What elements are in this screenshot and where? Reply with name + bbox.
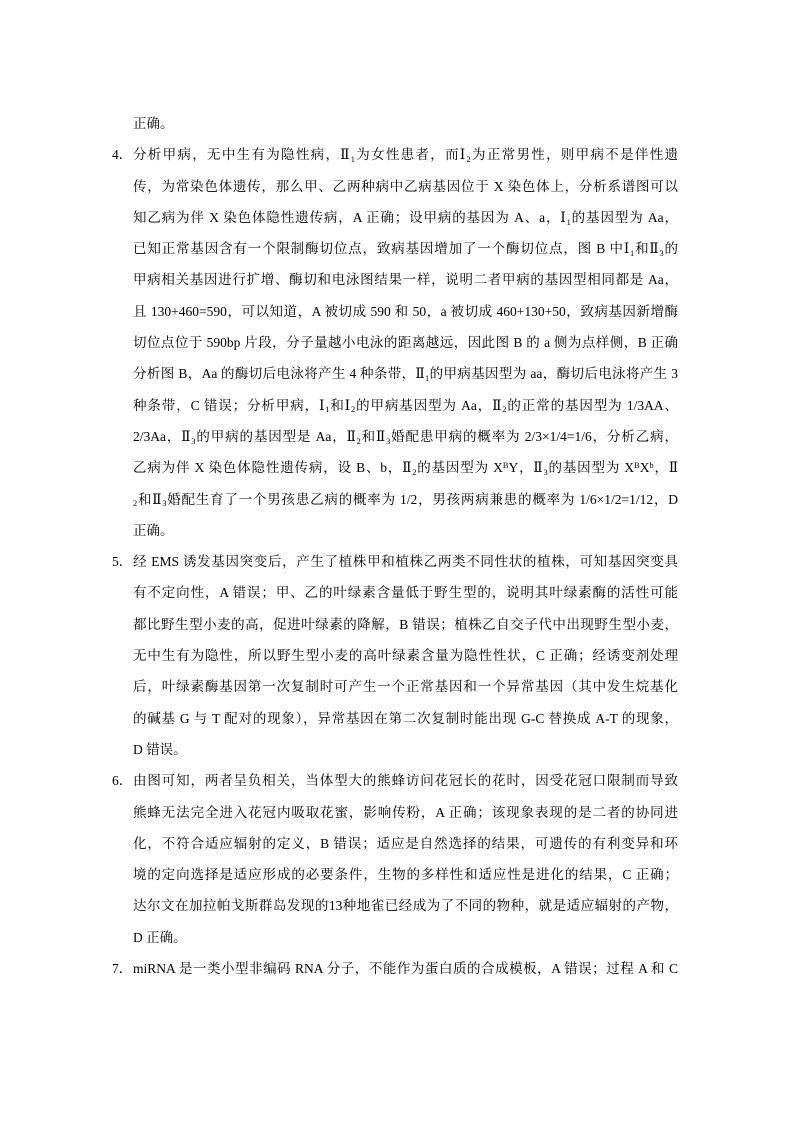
text-line [133,233,678,264]
text-run: 传，为常染色体遗传，那么甲、乙两种病中乙病基因位于 X 染色体上，分析系谱图可以 [133,178,678,194]
text-line [133,108,678,139]
text-line [133,577,678,608]
text-run: 都比野生型小麦的高，促进叶绿素的降解，B 错误；植株乙自交子代中出现野生型小麦， [133,616,678,632]
text-line [133,452,678,483]
text-run: 的甲病基因型为 Aa，Ⅱ [355,397,503,413]
subscript: 3 [162,499,167,509]
item-number: 6． [112,773,133,789]
item-number: 5． [112,554,133,570]
text-line [133,703,678,734]
subscript: 1 [325,405,330,415]
text-run: 境的定向选择是适应形成的必要条件，生物的多样性和适应性是进化的结果，C 正确； [133,867,678,883]
text-run: 甲病相关基因进行扩增、酶切和电泳图结果一样，说明二者甲病的基因型相同都是 Aa， [133,272,678,288]
text-line [133,515,678,546]
text-run: 乙病为伴 X 染色体隐性遗传病，设 B、b，Ⅱ [133,460,413,476]
text-line [133,734,678,765]
text-run: Y，Ⅱ [508,460,544,476]
subscript: 3 [191,436,196,446]
text-run: 后，叶绿素酶基因第一次复制时可产生一个正常基因和一个异常基因（其中发生烷基化 [133,679,678,695]
subscript: 2 [356,436,361,446]
text-run: miRNA 是一类小型非编码 RNA 分子，不能作为蛋白质的合成模板，A 错误；过程 A 和 C [133,961,678,977]
text-line [133,797,678,828]
text-run: 婚配生育了一个男孩患乙病的概率为 1/2，男孩两病兼患的概率为 1/6×1/2=1/12，D [166,491,678,507]
item-number: 7． [112,961,133,977]
text-line [133,139,678,170]
text-run: 的碱基 G 与 T 配对的现象），异常基因在第二次复制时能出现 G-C 替换成 A-T 的现象， [133,710,678,726]
text-line [133,890,678,921]
text-run: 正确。 [133,116,174,131]
text-run: 婚配患甲病的概率为 2/3×1/4=1/6，分析乙病， [390,428,678,444]
text-line [133,640,678,671]
answer-item [112,765,678,953]
text-run: 种条带，C 错误；分析甲病，Ⅰ [133,397,326,413]
text-run: D 错误。 [133,741,187,757]
text-run: 分析图 B，Aa 的酶切后电泳将产生 4 种条带，Ⅱ [133,366,426,382]
subscript: 1 [350,154,355,164]
text-line [133,358,678,389]
text-run: ，Ⅱ [653,460,678,476]
text-line [133,264,678,295]
text-line [133,828,678,859]
text-run: 达尔文在加拉帕戈斯群岛发现的13种地雀已经成为了不同的物种，就是适应辐射的产物， [133,898,678,914]
text-run: 的基因型为 X [416,460,503,476]
text-run: 和Ⅰ [329,397,352,413]
text-run: 化，不符合适应辐射的定义，B 错误；适应是自然选择的结果，可遗传的有利变异和环 [133,835,678,851]
subscript: 3 [543,467,548,477]
text-run: 为女性患者，而Ⅰ [354,147,467,163]
text-run: 的正常的基因型为 1/3AA、 [506,397,678,413]
text-run: 的甲病基因型为 aa，酶切后电泳将产生 3 [429,366,678,382]
answer-continuation [133,108,678,139]
text-line [133,922,678,953]
text-run: 的基因型为 X [547,460,635,476]
text-run: 无中生有为隐性，所以野生型小麦的高叶绿素含量为隐性性状，C 正确；经诱变剂处理 [133,648,678,664]
text-line [133,765,678,796]
text-line [133,484,678,515]
text-line [133,390,678,421]
subscript: 3 [386,436,391,446]
answer-page [112,108,678,984]
text-run: 由图可知，两者呈负相关，当体型大的熊蜂访问花冠长的花时，因受花冠口限制而导致 [133,773,678,789]
text-run: 有不定向性，A 错误；甲、乙的叶绿素含量低于野生型的，说明其叶绿素酶的活性可能 [133,585,678,601]
text-line [133,609,678,640]
text-run: 的甲病的基因型是 Aa，Ⅱ [195,428,357,444]
text-run: X [639,460,650,476]
text-run: 分析甲病，无中生有为隐性病，Ⅱ [133,147,351,163]
subscript: 2 [466,154,471,164]
text-run: 的 [663,241,678,257]
text-run: 切位点位于 590bp 片段，分子量越小电泳的距离越远，因此图 B 的 a 侧为点样侧，B 正确 [133,335,678,351]
text-run: 熊蜂无法完全进入花冠内吸取花蜜，影响传粉，A 正确；该现象表现的是二者的协同进 [133,804,678,820]
text-line [133,202,678,233]
superscript: b [649,461,654,471]
superscript: B [502,461,509,471]
text-run: 且 130+460=590，可以知道，A 被切成 590 和 50，a 被切成 460+130+50，致病基因新增酶 [133,303,678,319]
text-line [133,859,678,890]
text-line [133,296,678,327]
text-line [133,421,678,452]
text-line [133,546,678,577]
text-run: 经 EMS 诱发基因突变后，产生了植株甲和植株乙两类不同性状的植株，可知基因突变具 [133,554,678,570]
text-run: 知乙病为伴 X 染色体隐性遗传病，A 正确；设甲病的基因为 A、a，Ⅰ [133,209,567,225]
subscript: 3 [659,248,664,258]
subscript: 1 [566,217,571,227]
answer-item [112,139,678,546]
text-line [133,327,678,358]
answer-item [112,546,678,765]
text-run: 和Ⅱ [634,241,660,257]
text-run: D 正确。 [133,929,187,945]
item-number: 4． [112,147,133,163]
text-run: 的基因型为 Aa， [570,209,678,225]
text-run: 和Ⅱ [137,491,163,507]
subscript: 2 [502,405,507,415]
text-run: 2/3Aa，Ⅱ [133,428,192,444]
subscript: 2 [133,499,138,509]
superscript: B [634,461,640,471]
text-line [133,953,678,984]
answer-item [112,953,678,984]
text-run: 为正常男性，则甲病不是伴性遗 [470,147,678,163]
text-run: 和Ⅱ [360,428,387,444]
subscript: 2 [412,467,417,477]
subscript: 1 [630,248,635,258]
text-line [133,671,678,702]
text-run: 已知正常基因含有一个限制酶切位点，致病基因增加了一个酶切位点，图 B 中Ⅰ [133,241,631,257]
text-run: 正确。 [133,522,174,538]
subscript: 2 [351,405,356,415]
subscript: 1 [425,374,430,384]
text-line [133,171,678,202]
